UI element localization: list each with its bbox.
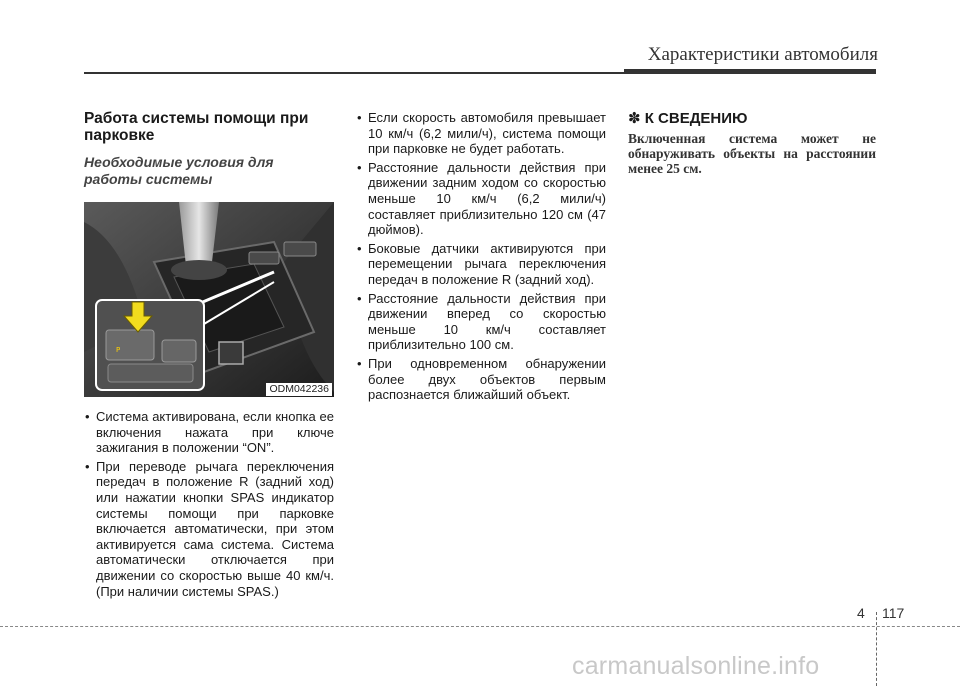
- list-item: • Система активирована, если кнопка ее включения нажата при ключе зажигания в положении “ON”.: [84, 409, 334, 456]
- chapter-title: Характеристики автомобиля: [647, 44, 878, 65]
- list-item: • При переводе рычага переключения передач в положение R (задний ход) или нажатии кнопки SPAS индикатор системы помощи при парковке включается автоматически, при этом активируется сама система. Система автоматически отключается при движении со скоростью выше 40 км/ч. (При наличии системы SPAS.): [84, 459, 334, 599]
- note-title: ✽ К СВЕДЕНИЮ: [628, 110, 748, 127]
- left-bullet-list: [84, 409, 334, 599]
- header-rule: [84, 72, 624, 74]
- section-subheading: Необходимые условия для работы системы: [84, 154, 274, 187]
- section-heading: Работа системы помощи при парковке: [84, 110, 309, 144]
- header-rule-accent: [624, 69, 876, 74]
- list-item: • При одновременном обнаружении более двух объектов первым распознается ближайший объект.: [356, 356, 606, 403]
- gear-console-illustration: [84, 202, 334, 397]
- chapter-number: 4: [857, 605, 865, 621]
- note-body: Включенная система может не обнаруживать объекты на расстоянии менее 25 см.: [628, 131, 876, 176]
- middle-bullet-list: [356, 110, 606, 403]
- watermark: carmanualsonline.info: [572, 652, 820, 680]
- list-item: • Если скорость автомобиля превышает 10 км/ч (6,2 мили/ч), система помощи при парковке не будет работать.: [356, 110, 606, 157]
- figure-code: ODM042236: [266, 383, 332, 396]
- footer-divider: [876, 612, 877, 686]
- list-item: • Расстояние дальности действия при движении задним ходом со скоростью меньше 10 км/ч (6,2 мили/ч) составляет приблизительно 120 см (47 дюймов).: [356, 160, 606, 238]
- console-photo: [84, 202, 334, 397]
- page-number: 117: [882, 605, 905, 621]
- list-item: • Расстояние дальности действия при движении вперед со скоростью меньше 10 км/ч составляет приблизительно 100 см.: [356, 291, 606, 353]
- svg-text:P: P: [116, 346, 121, 354]
- list-item: • Боковые датчики активируются при перемещении рычага переключения передач в положение R (задний ход).: [356, 241, 606, 288]
- note-column: [628, 110, 876, 176]
- footer-rule: [0, 626, 960, 627]
- middle-column: [356, 110, 606, 406]
- left-column: [84, 110, 334, 602]
